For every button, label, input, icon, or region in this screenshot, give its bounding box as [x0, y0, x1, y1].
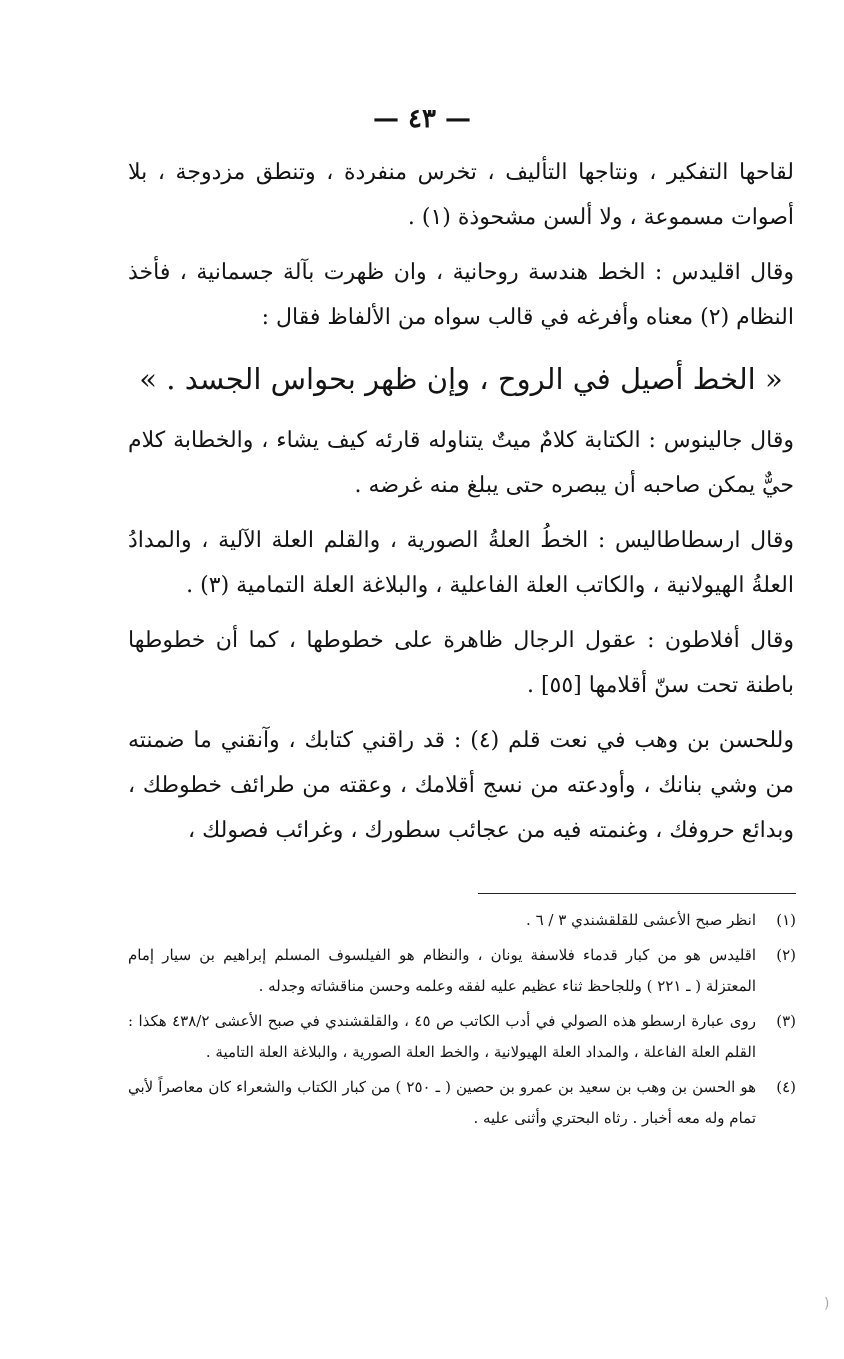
paragraph: وقال أفلاطون : عقول الرجال ظاهرة على خطوطها ، كما أن خطوطها باطنة تحت سنّ أقلامها [٥٥] . [128, 628, 794, 698]
paragraph: وقال جالينوس : الكتابة كلامٌ ميتٌ يتناوله قارئه كيف يشاء ، والخطابة كلام حيٌّ يمكن صاحبه أن يبصره حتى يبلغ منه غرضه . [128, 428, 794, 498]
quote-line: « الخط أصيل في الروح ، وإن ظهر بحواس الجسد . » [139, 362, 783, 396]
paragraph: لقاحها التفكير ، ونتاجها التأليف ، تخرس منفردة ، وتنطق مزدوجة ، بلا أصوات مسموعة ، ولا ألسن مشحوذة (١) . [128, 160, 794, 230]
footnote-number: (٤) [776, 1078, 796, 1096]
footnote-number: (٣) [776, 1012, 796, 1030]
paragraph: وللحسن بن وهب في نعت قلم (٤) : قد راقني كتابك ، وآنقني ما ضمنته من وشي بنانك ، وأودعته من نسج أقلامك ، وعقته من طرائف خطوطك ، وبدائع حروفك ، وغنمته فيه من عجائب سطورك ، وغرائب فصولك ، [128, 728, 794, 843]
footnote-number: (١) [776, 911, 796, 929]
footnote-divider [478, 893, 796, 894]
footnotes [128, 905, 796, 1138]
footnote-text: هو الحسن بن وهب بن سعيد بن عمرو بن حصين ( ـ ٢٥٠ ) من كبار الكتاب والشعراء كان معاصراً لأبي تمام وله معه أخبار . رثاه البحتري وأثنى عليه . [128, 1078, 757, 1127]
footnote-number: (٢) [776, 946, 796, 964]
footnote [128, 1006, 796, 1068]
footnote [128, 1072, 796, 1134]
footnote-text: اقليدس هو من كبار قدماء فلاسفة يونان ، والنظام هو الفيلسوف المسلم إبراهيم بن سيار إمام المعتزلة ( ـ ٢٢١ ) وللجاحظ ثناء عظيم عليه لفقه وعلمه وحسن مناقشاته وجدله . [128, 946, 756, 995]
page-number: — ٤٣ — [372, 104, 472, 134]
footnote [128, 905, 796, 936]
main-text [128, 150, 794, 863]
footnote [128, 940, 796, 1002]
footnote-text: انظر صبح الأعشى للقلقشندي ٣ / ٦ . [526, 911, 756, 929]
paragraph: وقال ارسطاطاليس : الخطُ العلةُ الصورية ، والقلم العلة الآلية ، والمدادُ العلةُ الهيولانية ، والكاتب العلة الفاعلية ، والبلاغة العلة التمامية (٣) . [128, 528, 794, 598]
scan-edge-mark: ) [824, 1296, 830, 1312]
footnote-text: روى عبارة ارسطو هذه الصولي في أدب الكاتب ص ٤٥ ، والقلقشندي في صبح الأعشى ٤٣٨/٢ هكذا : القلم العلة الفاعلة ، والمداد العلة الهيولانية ، والخط العلة الصورية ، والبلاغة العلة التامية . [128, 1012, 757, 1061]
paragraph: وقال اقليدس : الخط هندسة روحانية ، وان ظهرت بآلة جسمانية ، فأخذ النظام (٢) معناه وأفرغه في قالب سواه من الألفاظ فقال : [128, 260, 794, 330]
